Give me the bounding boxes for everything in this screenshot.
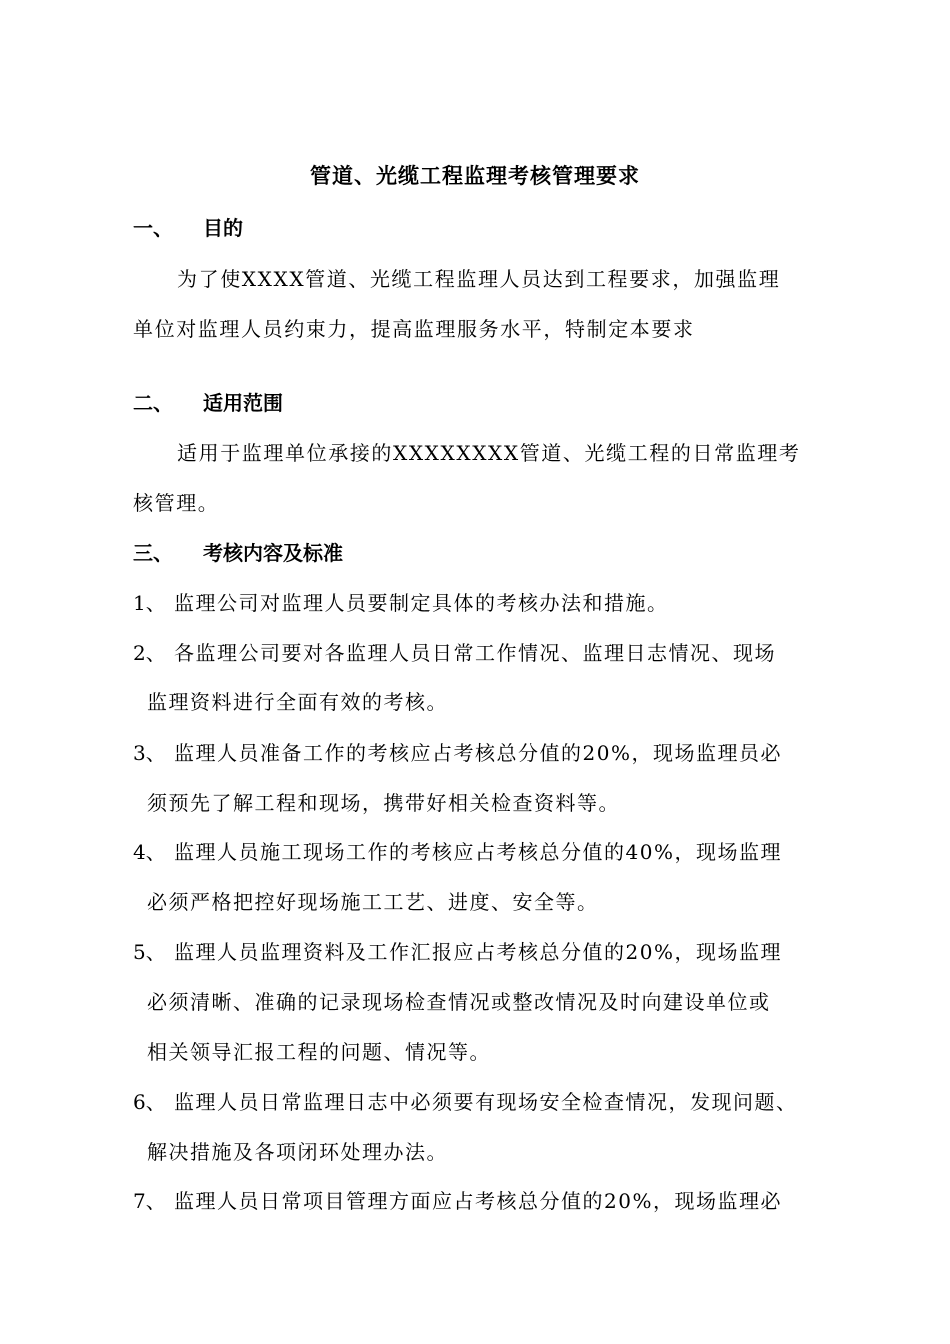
list-item xyxy=(133,737,782,766)
item-text: 监理人员施工现场工作的考核应占考核总分值的40%，现场监理 xyxy=(174,840,782,864)
list-item xyxy=(133,1086,798,1115)
item-continuation: 解决措施及各项闭环处理办法。 xyxy=(147,1140,448,1164)
item-number: 2、 xyxy=(133,641,166,665)
paragraph-line: 核管理。 xyxy=(133,491,220,515)
item-text: 监理人员日常监理日志中必须要有现场安全检查情况，发现问题、 xyxy=(174,1090,798,1114)
section-title: 考核内容及标准 xyxy=(203,541,343,565)
section-heading-purpose xyxy=(133,212,243,241)
item-continuation: 须预先了解工程和现场，携带好相关检查资料等。 xyxy=(147,791,620,815)
item-text: 各监理公司要对各监理人员日常工作情况、监理日志情况、现场 xyxy=(174,641,776,665)
item-text: 监理人员准备工作的考核应占考核总分值的20%，现场监理员必 xyxy=(174,741,782,765)
item-continuation: 必须严格把控好现场施工工艺、进度、安全等。 xyxy=(147,890,599,914)
list-item xyxy=(133,836,782,865)
item-continuation: 必须清晰、准确的记录现场检查情况或整改情况及时向建设单位或 xyxy=(147,990,771,1014)
section-heading-scope xyxy=(133,387,283,416)
section-number: 一、 xyxy=(133,216,173,240)
section-number: 二、 xyxy=(133,391,173,415)
section-title: 目的 xyxy=(203,216,243,240)
section-title: 适用范围 xyxy=(203,391,283,415)
list-item xyxy=(133,1185,782,1214)
item-number: 7、 xyxy=(133,1189,166,1213)
item-continuation: 监理资料进行全面有效的考核。 xyxy=(147,690,448,714)
paragraph-line: 单位对监理人员约束力，提高监理服务水平，特制定本要求 xyxy=(133,317,695,341)
item-number: 1、 xyxy=(133,591,166,615)
item-continuation: 相关领导汇报工程的问题、情况等。 xyxy=(147,1040,491,1064)
paragraph-line: 为了使XXXX管道、光缆工程监理人员达到工程要求，加强监理 xyxy=(177,267,781,291)
item-number: 3、 xyxy=(133,741,166,765)
item-number: 4、 xyxy=(133,840,166,864)
item-text: 监理人员日常项目管理方面应占考核总分值的20%，现场监理必 xyxy=(174,1189,782,1213)
paragraph-line: 适用于监理单位承接的XXXXXXXX管道、光缆工程的日常监理考 xyxy=(177,441,801,465)
list-item xyxy=(133,587,669,616)
list-item xyxy=(133,936,782,965)
section-number: 三、 xyxy=(133,541,173,565)
document-title: 管道、光缆工程监理考核管理要求 xyxy=(310,163,640,188)
item-number: 6、 xyxy=(133,1090,166,1114)
list-item xyxy=(133,637,776,666)
item-number: 5、 xyxy=(133,940,166,964)
item-text: 监理人员监理资料及工作汇报应占考核总分值的20%，现场监理 xyxy=(174,940,782,964)
item-text: 监理公司对监理人员要制定具体的考核办法和措施。 xyxy=(174,591,669,615)
section-heading-content xyxy=(133,537,343,566)
